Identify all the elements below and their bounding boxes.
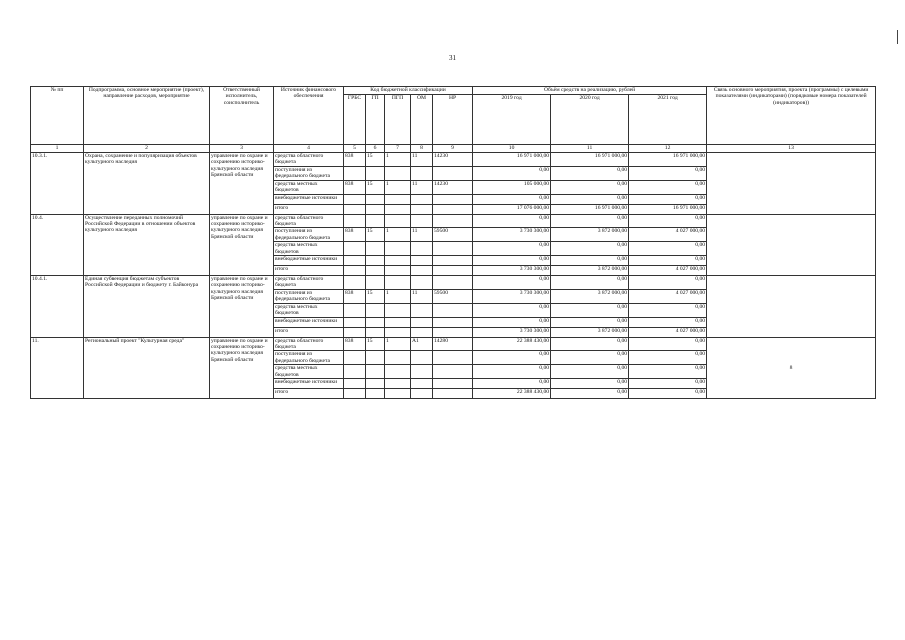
code-om: 11	[411, 289, 433, 303]
code-nr	[433, 365, 473, 379]
executor: управление по охране и сохранению историко-культурного наследия Брянской области	[210, 153, 274, 215]
col-number: 10	[473, 145, 551, 153]
code-grbs	[344, 276, 366, 290]
amount-2019: 105 000,00	[473, 180, 551, 194]
code-pgp	[385, 256, 411, 266]
budget-table	[30, 86, 876, 399]
amount-2019: 0,00	[473, 303, 551, 317]
code-om	[411, 166, 433, 180]
total-code-empty	[411, 389, 433, 399]
funding-source: поступления из федерального бюджета	[274, 228, 344, 242]
funding-source: средства областного бюджета	[274, 214, 344, 228]
funding-source: внебюджетные источники	[274, 379, 344, 389]
code-grbs	[344, 194, 366, 204]
code-om	[411, 194, 433, 204]
col-number: 9	[433, 145, 473, 153]
code-nr: 14230	[433, 180, 473, 194]
header-link: Связь основного мероприятия, проекта (программы) с целевыми показателями (индикаторами) (порядковые номера показателей (индикаторов))	[707, 87, 876, 145]
code-om	[411, 303, 433, 317]
amount-2020: 3 872 000,00	[551, 228, 629, 242]
funding-source: средства местных бюджетов	[274, 242, 344, 256]
amount-2021: 0,00	[629, 337, 707, 351]
code-pgp	[385, 166, 411, 180]
amount-2020: 0,00	[551, 365, 629, 379]
code-gp: 15	[366, 153, 385, 167]
funding-source: поступления из федерального бюджета	[274, 166, 344, 180]
amount-2019: 0,00	[473, 351, 551, 365]
col-number: 1	[31, 145, 84, 153]
funding-source: средства местных бюджетов	[274, 365, 344, 379]
amount-2019: 0,00	[473, 276, 551, 290]
code-om	[411, 365, 433, 379]
col-number: 8	[411, 145, 433, 153]
executor: управление по охране и сохранению историко-культурного наследия Брянской области	[210, 276, 274, 338]
code-grbs: 838	[344, 228, 366, 242]
code-gp: 15	[366, 289, 385, 303]
total-2019: 22 388 430,00	[473, 389, 551, 399]
amount-2020: 0,00	[551, 276, 629, 290]
funding-source: внебюджетные источники	[274, 194, 344, 204]
code-nr	[433, 351, 473, 365]
total-label: итого	[274, 389, 344, 399]
amount-2020: 0,00	[551, 180, 629, 194]
col-number: 7	[385, 145, 411, 153]
amount-2019: 0,00	[473, 194, 551, 204]
code-grbs	[344, 351, 366, 365]
code-grbs	[344, 256, 366, 266]
code-nr	[433, 276, 473, 290]
row-number: 10.4.1.	[31, 276, 84, 338]
col-number: 11	[551, 145, 629, 153]
code-gp	[366, 317, 385, 327]
amount-2021: 0,00	[629, 303, 707, 317]
total-code-empty	[344, 327, 366, 337]
header-grbs: ГРБС	[344, 95, 366, 145]
amount-2019: 3 730 300,00	[473, 289, 551, 303]
total-2020: 3 872 000,00	[551, 266, 629, 276]
amount-2019: 0,00	[473, 256, 551, 266]
code-gp	[366, 166, 385, 180]
code-gp	[366, 303, 385, 317]
code-grbs	[344, 214, 366, 228]
amount-2020: 0,00	[551, 214, 629, 228]
code-pgp	[385, 276, 411, 290]
code-om	[411, 317, 433, 327]
total-code-empty	[433, 204, 473, 214]
code-gp: 15	[366, 180, 385, 194]
code-pgp	[385, 351, 411, 365]
code-pgp: 1	[385, 153, 411, 167]
code-grbs	[344, 303, 366, 317]
table-row	[31, 276, 876, 290]
funding-source: средства областного бюджета	[274, 153, 344, 167]
executor: управление по охране и сохранению историко-культурного наследия Брянской области	[210, 214, 274, 276]
funding-source: внебюджетные источники	[274, 256, 344, 266]
header-num: № пп	[31, 87, 84, 145]
total-2021: 0,00	[629, 389, 707, 399]
funding-source: средства областного бюджета	[274, 276, 344, 290]
total-2020: 3 872 000,00	[551, 327, 629, 337]
amount-2019: 0,00	[473, 365, 551, 379]
total-code-empty	[433, 327, 473, 337]
amount-2021: 4 027 000,00	[629, 228, 707, 242]
code-om: 11	[411, 228, 433, 242]
amount-2020: 16 971 000,00	[551, 153, 629, 167]
code-nr	[433, 214, 473, 228]
funding-source: средства областного бюджета	[274, 337, 344, 351]
code-om	[411, 256, 433, 266]
code-pgp	[385, 194, 411, 204]
total-2020: 16 971 000,00	[551, 204, 629, 214]
amount-2019: 0,00	[473, 317, 551, 327]
col-number: 6	[366, 145, 385, 153]
amount-2021: 4 027 000,00	[629, 289, 707, 303]
code-pgp	[385, 379, 411, 389]
total-2020: 0,00	[551, 389, 629, 399]
amount-2020: 3 872 000,00	[551, 289, 629, 303]
code-grbs: 838	[344, 180, 366, 194]
total-code-empty	[366, 204, 385, 214]
table-row	[31, 214, 876, 228]
code-pgp: 1	[385, 180, 411, 194]
column-number-row	[31, 145, 876, 153]
header-year-2020: 2020 год	[551, 95, 629, 145]
code-nr: 14280	[433, 337, 473, 351]
indicator-link: 8	[707, 337, 876, 399]
amount-2019: 0,00	[473, 379, 551, 389]
col-number: 3	[210, 145, 274, 153]
code-grbs	[344, 166, 366, 180]
amount-2019: 0,00	[473, 166, 551, 180]
code-grbs	[344, 317, 366, 327]
total-code-empty	[385, 266, 411, 276]
page-number: 31	[449, 54, 456, 62]
code-pgp: 1	[385, 337, 411, 351]
amount-2021: 16 971 000,00	[629, 153, 707, 167]
code-nr	[433, 317, 473, 327]
code-pgp: 1	[385, 228, 411, 242]
amount-2020: 0,00	[551, 379, 629, 389]
amount-2021: 0,00	[629, 351, 707, 365]
funding-source: поступления из федерального бюджета	[274, 289, 344, 303]
total-code-empty	[366, 266, 385, 276]
code-gp	[366, 379, 385, 389]
executor: управление по охране и сохранению историко-культурного наследия Брянской области	[210, 337, 274, 399]
total-label: итого	[274, 204, 344, 214]
amount-2021: 0,00	[629, 180, 707, 194]
code-grbs	[344, 242, 366, 256]
amount-2019: 3 730 300,00	[473, 228, 551, 242]
header-code-group: Код бюджетной классификации	[344, 87, 473, 95]
code-nr: 14230	[433, 153, 473, 167]
total-2019: 3 730 300,00	[473, 266, 551, 276]
header-nr: НР	[433, 95, 473, 145]
code-grbs	[344, 365, 366, 379]
code-om	[411, 214, 433, 228]
funding-source: средства местных бюджетов	[274, 180, 344, 194]
table-row	[31, 153, 876, 167]
col-number: 5	[344, 145, 366, 153]
total-code-empty	[433, 266, 473, 276]
code-grbs: 838	[344, 337, 366, 351]
funding-source: поступления из федерального бюджета	[274, 351, 344, 365]
code-grbs: 838	[344, 289, 366, 303]
total-code-empty	[411, 327, 433, 337]
amount-2020: 0,00	[551, 256, 629, 266]
amount-2021: 0,00	[629, 214, 707, 228]
total-code-empty	[344, 389, 366, 399]
col-number: 4	[274, 145, 344, 153]
amount-2020: 0,00	[551, 194, 629, 204]
total-label: итого	[274, 266, 344, 276]
header-source: Источник финансового обеспечения	[274, 87, 344, 145]
col-number: 12	[629, 145, 707, 153]
code-pgp	[385, 214, 411, 228]
code-om	[411, 242, 433, 256]
total-code-empty	[411, 204, 433, 214]
total-code-empty	[385, 204, 411, 214]
funding-source: средства местных бюджетов	[274, 303, 344, 317]
header-year-2021: 2021 год	[629, 95, 707, 145]
code-pgp	[385, 303, 411, 317]
amount-2021: 0,00	[629, 379, 707, 389]
code-om: 11	[411, 153, 433, 167]
code-grbs	[344, 379, 366, 389]
col-number: 2	[84, 145, 210, 153]
code-om: A1	[411, 337, 433, 351]
code-pgp	[385, 365, 411, 379]
funding-source: внебюджетные источники	[274, 317, 344, 327]
row-number: 11.	[31, 337, 84, 399]
code-om: 11	[411, 180, 433, 194]
code-gp: 15	[366, 228, 385, 242]
total-code-empty	[411, 266, 433, 276]
page-edge-mark	[897, 30, 898, 44]
total-code-empty	[366, 327, 385, 337]
code-nr: 59500	[433, 228, 473, 242]
amount-2019: 16 971 000,00	[473, 153, 551, 167]
total-code-empty	[433, 389, 473, 399]
program-name: Региональный проект "Культурная среда"	[84, 337, 210, 399]
total-2019: 17 076 000,00	[473, 204, 551, 214]
amount-2021: 0,00	[629, 365, 707, 379]
code-grbs: 838	[344, 153, 366, 167]
row-number: 10.4.	[31, 214, 84, 276]
code-gp	[366, 365, 385, 379]
code-om	[411, 276, 433, 290]
program-name: Охрана, сохранение и популяризация объектов культурного наследия	[84, 153, 210, 215]
amount-2019: 0,00	[473, 214, 551, 228]
code-nr	[433, 303, 473, 317]
total-code-empty	[385, 389, 411, 399]
code-pgp	[385, 317, 411, 327]
header-volume-group: Объём средств на реализацию, рублей	[473, 87, 707, 95]
code-gp	[366, 242, 385, 256]
total-2021: 4 027 000,00	[629, 327, 707, 337]
header-gp: ГП	[366, 95, 385, 145]
code-gp: 15	[366, 337, 385, 351]
total-2019: 3 730 300,00	[473, 327, 551, 337]
amount-2020: 0,00	[551, 317, 629, 327]
code-nr	[433, 256, 473, 266]
code-pgp	[385, 242, 411, 256]
col-number: 13	[707, 145, 876, 153]
header-pgp: ПГП	[385, 95, 411, 145]
header-program: Подпрограмма, основное мероприятие (проект), направление расходов, мероприятие	[84, 87, 210, 145]
indicator-link	[707, 276, 876, 338]
header-executor: Ответственный исполнитель, соисполнитель	[210, 87, 274, 145]
amount-2020: 0,00	[551, 242, 629, 256]
total-label: итого	[274, 327, 344, 337]
table-row	[31, 337, 876, 351]
amount-2020: 0,00	[551, 166, 629, 180]
code-pgp: 1	[385, 289, 411, 303]
code-gp	[366, 214, 385, 228]
amount-2021: 0,00	[629, 194, 707, 204]
total-code-empty	[385, 327, 411, 337]
row-number: 10.3.1.	[31, 153, 84, 215]
amount-2021: 0,00	[629, 166, 707, 180]
code-om	[411, 379, 433, 389]
code-gp	[366, 351, 385, 365]
header-year-2019: 2019 год	[473, 95, 551, 145]
program-name: Единая субвенция бюджетам субъектов Российской Федерации и бюджету г. Байконура	[84, 276, 210, 338]
amount-2020: 0,00	[551, 351, 629, 365]
code-nr	[433, 379, 473, 389]
amount-2020: 0,00	[551, 303, 629, 317]
amount-2021: 0,00	[629, 276, 707, 290]
total-2021: 16 971 000,00	[629, 204, 707, 214]
header-om: ОМ	[411, 95, 433, 145]
code-nr	[433, 166, 473, 180]
amount-2021: 0,00	[629, 242, 707, 256]
indicator-link	[707, 153, 876, 215]
code-gp	[366, 194, 385, 204]
code-nr: 59500	[433, 289, 473, 303]
code-nr	[433, 194, 473, 204]
indicator-link	[707, 214, 876, 276]
amount-2021: 0,00	[629, 256, 707, 266]
program-name: Осуществление переданных полномочий Российской Федерации в отношении объектов культурного наследия	[84, 214, 210, 276]
amount-2020: 0,00	[551, 337, 629, 351]
amount-2019: 22 388 430,00	[473, 337, 551, 351]
total-code-empty	[344, 266, 366, 276]
code-gp	[366, 256, 385, 266]
amount-2021: 0,00	[629, 317, 707, 327]
amount-2019: 0,00	[473, 242, 551, 256]
total-code-empty	[344, 204, 366, 214]
code-om	[411, 351, 433, 365]
code-gp	[366, 276, 385, 290]
code-nr	[433, 242, 473, 256]
total-code-empty	[366, 389, 385, 399]
total-2021: 4 027 000,00	[629, 266, 707, 276]
